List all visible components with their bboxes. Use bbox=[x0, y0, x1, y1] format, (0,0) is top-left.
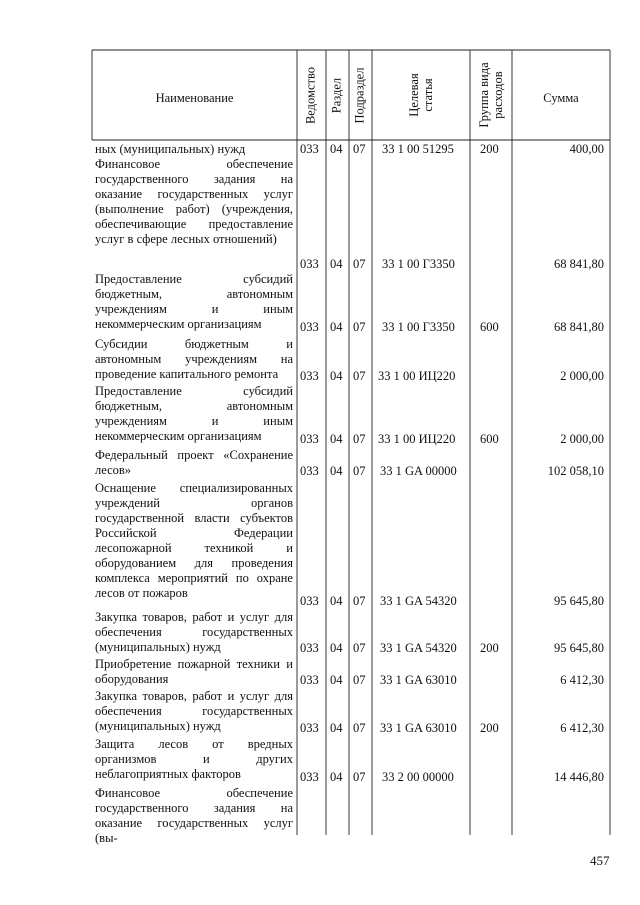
table-cell-subsection: 07 bbox=[353, 641, 366, 655]
header-target bbox=[406, 48, 436, 138]
table-row-name: Субсидии бюджетным и автономным учреждениям на проведение капитального ремонта bbox=[95, 337, 293, 381]
table-cell-sum: 95 645,80 bbox=[554, 641, 604, 655]
table-cell-subsection: 07 bbox=[353, 770, 366, 784]
table-cell-dept: 033 bbox=[300, 320, 319, 334]
table-cell-target: 33 1 GA 54320 bbox=[380, 641, 457, 655]
table-cell-subsection: 07 bbox=[353, 257, 366, 271]
table-row-name: Федеральный проект «Сохранение лесов» bbox=[95, 448, 293, 477]
table-cell-sum: 68 841,80 bbox=[554, 257, 604, 271]
table-cell-section: 04 bbox=[330, 673, 343, 687]
table-cell-subsection: 07 bbox=[353, 432, 366, 446]
table-row-name: Предоставление субсидий бюджетным, автономным учреждениям и иным некоммерческим организациям bbox=[95, 384, 293, 443]
table-row-name: Финансовое обеспечение государственного задания на оказание государственных услуг (выполнение работ) (учреждения, обеспечивающие предоставление услуг в сфере лесных отношений) bbox=[95, 157, 293, 246]
page-number: 457 bbox=[590, 853, 610, 868]
header-department: Ведомство bbox=[303, 66, 318, 125]
table-cell-sum: 68 841,80 bbox=[554, 320, 604, 334]
table-cell-subsection: 07 bbox=[353, 142, 366, 156]
table-row-name: Закупка товаров, работ и услуг для обеспечения государственных (муниципальных) нужд bbox=[95, 689, 293, 733]
table-cell-target: 33 1 00 51295 bbox=[382, 142, 454, 156]
table-row-name: Закупка товаров, работ и услуг для обеспечения государственных (муниципальных) нужд bbox=[95, 610, 293, 654]
header-group-line1: Группа вида bbox=[477, 62, 491, 128]
header-subsection: Подраздел bbox=[352, 67, 367, 124]
table-row-name: ных (муниципальных) нужд bbox=[95, 142, 246, 156]
table-cell-subsection: 07 bbox=[353, 721, 366, 735]
table-cell-sum: 14 446,80 bbox=[554, 770, 604, 784]
table-cell-dept: 033 bbox=[300, 464, 319, 478]
table-row-name: Оснащение специализированных учреждений органов государственной власти субъектов Российской Федерации лесопожарной техникой и оборудованием для проведения комплекса мероприятий по охране лесов от пожаров bbox=[95, 481, 293, 600]
table-cell-section: 04 bbox=[330, 464, 343, 478]
table-cell-dept: 033 bbox=[300, 369, 319, 383]
table-cell-group: 200 bbox=[480, 721, 499, 735]
table-cell-target: 33 1 00 Г3350 bbox=[382, 257, 455, 271]
table-cell-target: 33 1 GA 63010 bbox=[380, 721, 457, 735]
table-cell-sum: 6 412,30 bbox=[560, 721, 604, 735]
table-cell-sum: 2 000,00 bbox=[560, 432, 604, 446]
table-cell-dept: 033 bbox=[300, 673, 319, 687]
table-row-name: Финансовое обеспечение государственного задания на оказание государственных услуг (вы- bbox=[95, 786, 293, 845]
table-cell-group: 600 bbox=[480, 432, 499, 446]
table-cell-group: 200 bbox=[480, 641, 499, 655]
table-cell-section: 04 bbox=[330, 721, 343, 735]
table-cell-target: 33 2 00 00000 bbox=[382, 770, 454, 784]
table-cell-group: 600 bbox=[480, 320, 499, 334]
table-cell-section: 04 bbox=[330, 320, 343, 334]
header-name: Наименование bbox=[155, 91, 234, 105]
table-cell-group: 200 bbox=[480, 142, 499, 156]
header-target-line2: статья bbox=[421, 78, 435, 112]
table-cell-section: 04 bbox=[330, 641, 343, 655]
table-cell-sum: 6 412,30 bbox=[560, 673, 604, 687]
table-cell-target: 33 1 00 ИЦ220 bbox=[378, 432, 456, 446]
table-cell-subsection: 07 bbox=[353, 369, 366, 383]
table-cell-sum: 400,00 bbox=[569, 142, 604, 156]
table-cell-target: 33 1 GA 63010 bbox=[380, 673, 457, 687]
table-row-name: Защита лесов от вредных организмов и других неблагоприятных факторов bbox=[95, 737, 293, 781]
header-sum: Сумма bbox=[543, 91, 579, 105]
table-cell-subsection: 07 bbox=[353, 320, 366, 334]
header-group-line2: расходов bbox=[491, 71, 505, 119]
header-group bbox=[476, 48, 506, 138]
table-row-name: Приобретение пожарной техники и оборудования bbox=[95, 657, 293, 686]
table-cell-section: 04 bbox=[330, 432, 343, 446]
table-cell-section: 04 bbox=[330, 369, 343, 383]
header-section: Раздел bbox=[329, 77, 344, 114]
table-cell-section: 04 bbox=[330, 770, 343, 784]
table-cell-dept: 033 bbox=[300, 721, 319, 735]
table-cell-dept: 033 bbox=[300, 594, 319, 608]
table-cell-sum: 2 000,00 bbox=[560, 369, 604, 383]
table-cell-sum: 102 058,10 bbox=[547, 464, 604, 478]
table-cell-target: 33 1 00 Г3350 bbox=[382, 320, 455, 334]
table-cell-dept: 033 bbox=[300, 142, 319, 156]
table-cell-subsection: 07 bbox=[353, 594, 366, 608]
table-cell-section: 04 bbox=[330, 594, 343, 608]
table-cell-dept: 033 bbox=[300, 770, 319, 784]
table-cell-dept: 033 bbox=[300, 641, 319, 655]
table-cell-dept: 033 bbox=[300, 257, 319, 271]
table-cell-section: 04 bbox=[330, 142, 343, 156]
table-cell-target: 33 1 00 ИЦ220 bbox=[378, 369, 456, 383]
header-target-line1: Целевая bbox=[407, 73, 421, 117]
table-cell-sum: 95 645,80 bbox=[554, 594, 604, 608]
table-cell-target: 33 1 GA 54320 bbox=[380, 594, 457, 608]
table-cell-subsection: 07 bbox=[353, 673, 366, 687]
table-cell-section: 04 bbox=[330, 257, 343, 271]
table-row-name: Предоставление субсидий бюджетным, автономным учреждениям и иным некоммерческим организациям bbox=[95, 272, 293, 331]
table-cell-subsection: 07 bbox=[353, 464, 366, 478]
table-cell-dept: 033 bbox=[300, 432, 319, 446]
table-cell-target: 33 1 GA 00000 bbox=[380, 464, 457, 478]
